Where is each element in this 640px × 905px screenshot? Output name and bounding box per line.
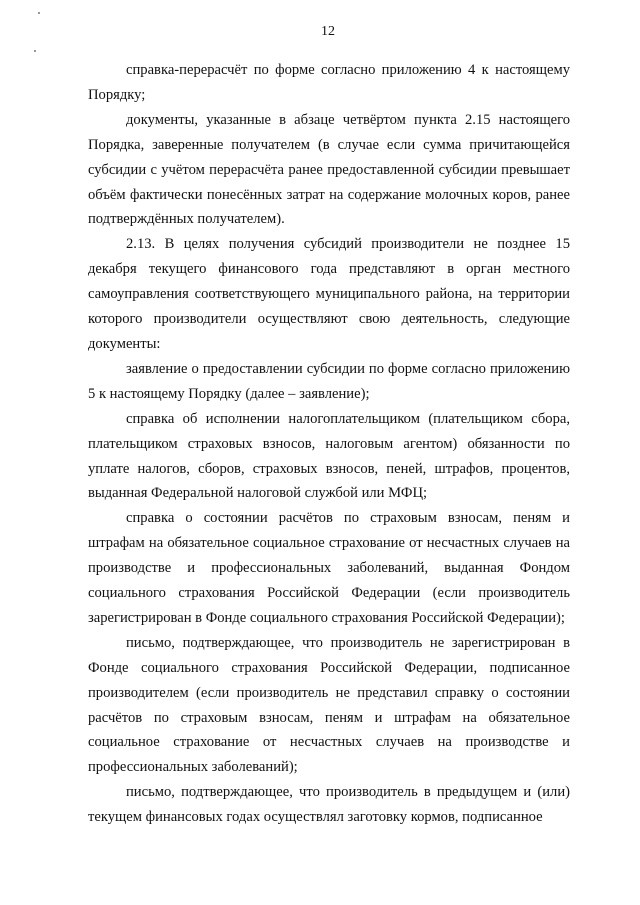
paragraph: документы, указанные в абзаце четвёртом пункта 2.15 настоящего Порядка, заверенные получателем (в случае если сумма причитающейся субсидии с учётом перерасчёта ранее предоставленной субсидии превышает объём фактически понесённых затрат на содержание молочных коров, ранее подтверждённых получателем).	[88, 111, 570, 228]
paragraph: справка об исполнении налогоплательщиком (плательщиком сбора, плательщиком страховых взносов, налоговым агентом) обязанности по уплате налогов, сборов, страховых взносов, пеней, штрафов, процентов, выданная Федеральной налоговой службой или МФЦ;	[88, 410, 570, 502]
scan-speck	[38, 12, 40, 14]
scan-speck	[34, 50, 36, 52]
document-body	[88, 58, 570, 830]
paragraph: справка-перерасчёт по форме согласно приложению 4 к настоящему Порядку;	[88, 62, 570, 103]
paragraph: письмо, подтверждающее, что производитель не зарегистрирован в Фонде социального страхования Российской Федерации, подписанное производителем (если производитель не представил справку о состоянии расчётов по страховым взносам, пеням и штрафам на обязательное социальное страхование от несчастных случаев на производстве и профессиональных заболеваний);	[88, 634, 570, 776]
paragraph: справка о состоянии расчётов по страховым взносам, пеням и штрафам на обязательное социальное страхование от несчастных случаев на производстве и профессиональных заболеваний, выданная Фондом социального страхования Российской Федерации (если производитель зарегистрирован в Фонде социального страхования Российской Федерации);	[88, 510, 570, 626]
paragraph: 2.13. В целях получения субсидий производители не позднее 15 декабря текущего финансового года представляют в орган местного самоуправления соответствующего муниципального района, на территории которого производители осуществляют свою деятельность, следующие документы:	[88, 236, 570, 352]
paragraph: заявление о предоставлении субсидии по форме согласно приложению 5 к настоящему Порядку (далее – заявление);	[88, 360, 570, 402]
page-number: 12	[321, 24, 335, 39]
paragraph: письмо, подтверждающее, что производитель в предыдущем и (или) текущем финансовых годах осуществлял заготовку кормов, подписанное	[88, 784, 570, 826]
